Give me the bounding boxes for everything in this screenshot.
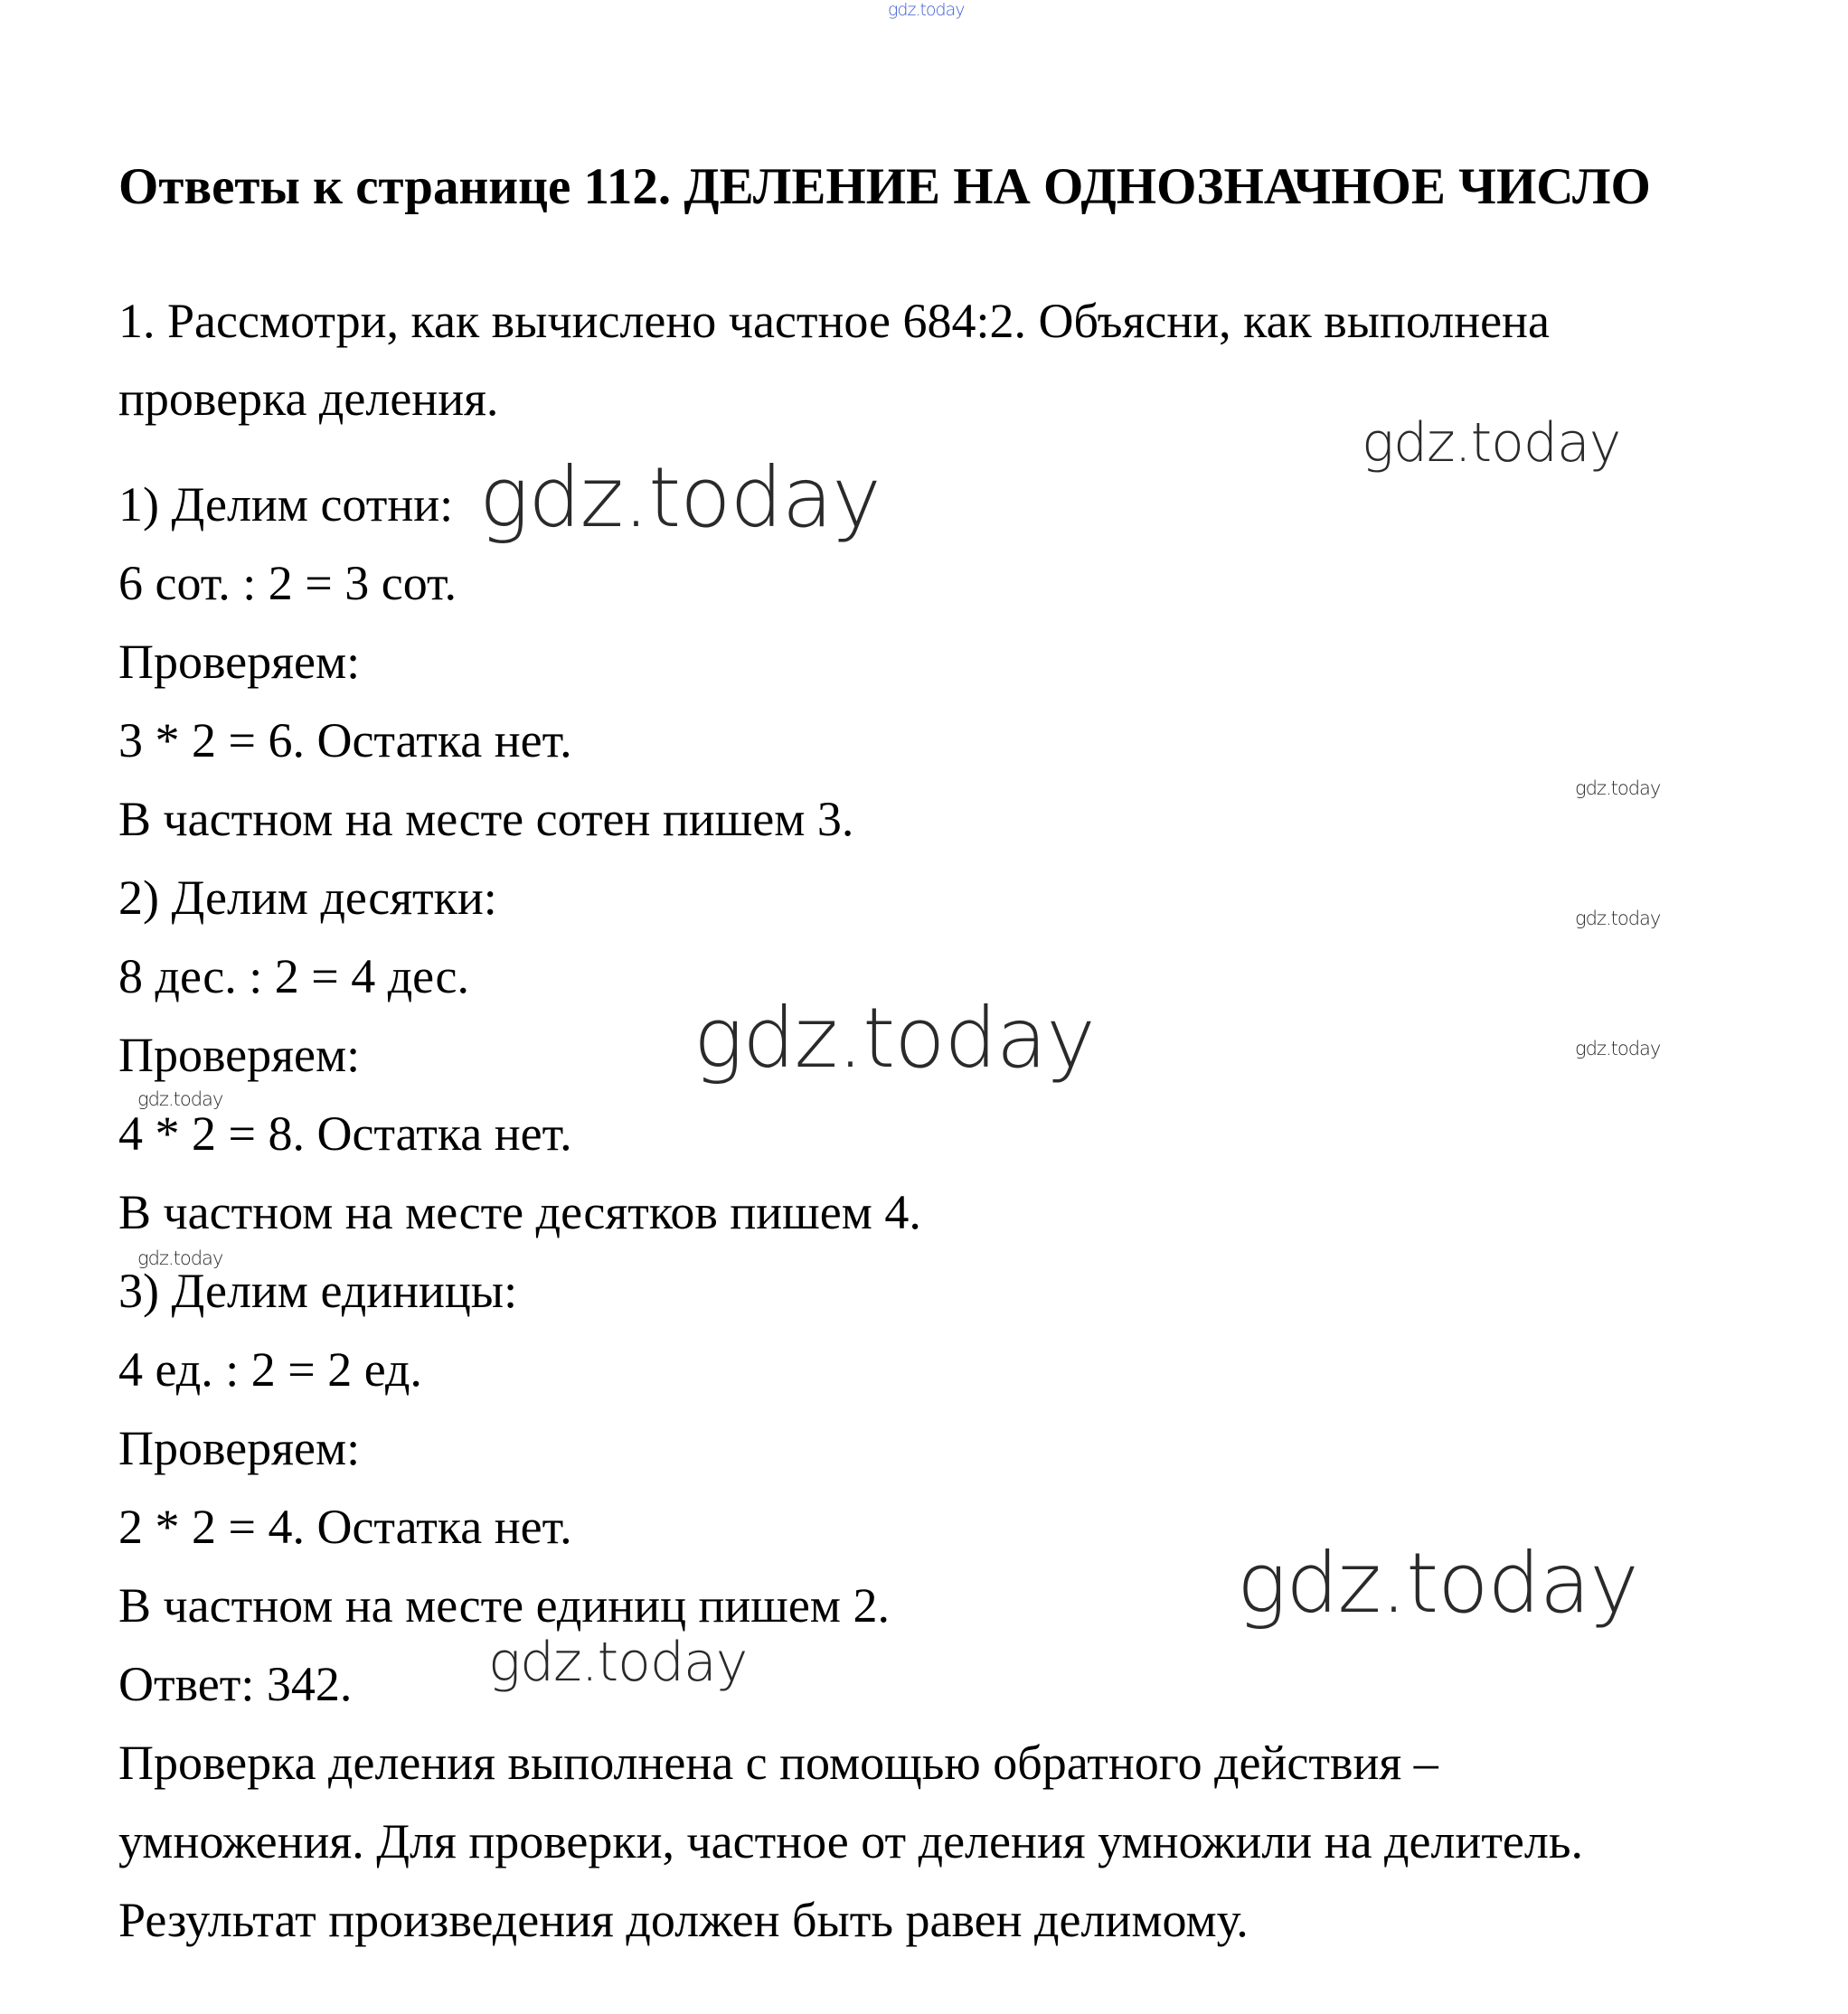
explanation-line: Результат произведения должен быть равен делимому. <box>118 1893 1249 1947</box>
watermark: gdz.today <box>1362 411 1621 475</box>
explanation-line: умножения. Для проверки, частное от деления умножили на делитель. <box>118 1814 1583 1868</box>
step-line: 3 * 2 = 6. Остатка нет. <box>118 713 572 767</box>
step-line: 4 * 2 = 8. Остатка нет. <box>118 1106 572 1161</box>
watermark-top: gdz.today <box>888 0 965 20</box>
watermark: gdz.today <box>693 990 1095 1087</box>
task-line-2: проверка деления. <box>118 372 499 426</box>
step-line: Проверяем: <box>118 1028 361 1082</box>
step-line: 2) Делим десятки: <box>118 871 497 925</box>
step-line: 8 дес. : 2 = 4 дес. <box>118 949 469 1003</box>
explanation-line: Проверка деления выполнена с помощью обратного действия – <box>118 1736 1438 1790</box>
watermark: gdz.today <box>1575 777 1661 799</box>
watermark: gdz.today <box>137 1247 223 1269</box>
step-line: 6 сот. : 2 = 3 сот. <box>118 556 457 610</box>
watermark: gdz.today <box>488 1631 748 1694</box>
step-line: 2 * 2 = 4. Остатка нет. <box>118 1500 572 1554</box>
step-line: 3) Делим единицы: <box>118 1264 518 1318</box>
step-line: Проверяем: <box>118 1421 361 1475</box>
step-line: В частном на месте единиц пишем 2. <box>118 1578 890 1633</box>
task-line-1: 1. Рассмотри, как вычислено частное 684:2. Объясни, как выполнена <box>118 294 1550 348</box>
watermark: gdz.today <box>479 449 881 546</box>
watermark: gdz.today <box>1237 1535 1638 1632</box>
page-title: Ответы к странице 112. ДЕЛЕНИЕ НА ОДНОЗНАЧНОЕ ЧИСЛО <box>118 158 1651 215</box>
step-line: Проверяем: <box>118 635 361 689</box>
step-line: В частном на месте сотен пишем 3. <box>118 792 854 846</box>
watermark: gdz.today <box>1575 908 1661 929</box>
step-line: 1) Делим сотни: <box>118 477 454 532</box>
answer-line: Ответ: 342. <box>118 1657 353 1711</box>
watermark: gdz.today <box>1575 1038 1661 1059</box>
watermark: gdz.today <box>137 1088 223 1110</box>
step-line: В частном на месте десятков пишем 4. <box>118 1185 921 1239</box>
step-line: 4 ед. : 2 = 2 ед. <box>118 1342 422 1397</box>
